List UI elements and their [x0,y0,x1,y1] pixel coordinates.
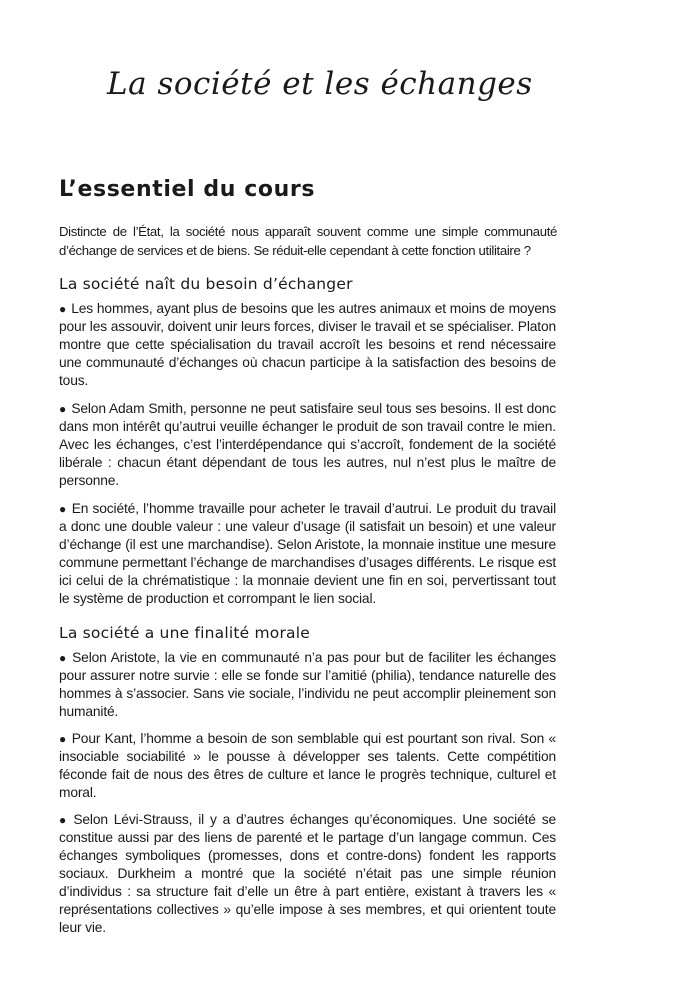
bullet-icon: ● [59,402,67,416]
paragraph-kant [59,730,556,802]
paragraph-text: Selon Adam Smith, personne ne peut satisfaire seul tous ses besoins. Il est donc dans mon intérêt qu’autrui veuille échanger le produit de son travail contre le mien. Avec les échanges, c’est l’interdépendance qui s’accroît, fondement de la société libérale : chacun étant dépendant de tous les autres, nul n’est plus le maître de personne. [59,401,556,489]
paragraph-text: Selon Aristote, la vie en communauté n’a pas pour but de faciliter les échanges pour assurer notre survie : elle se fonde sur l’amitié (philia), tendance naturelle des hommes à s’associer. Sans vie sociale, l’individu ne peut accomplir pleinement son humanité. [59,650,556,720]
paragraph-text: Les hommes, ayant plus de besoins que les autres animaux et moins de moyens pour les assouvir, doivent unir leurs forces, diviser le travail et se spécialiser. Platon montre que cette spécialisation du travail accroît les besoins et rend nécessaire une communauté d’échanges où chacun participe à la satisfaction des besoins de tous. [59,301,556,389]
bullet-icon: ● [59,302,67,316]
intro-paragraph: Distincte de l’État, la société nous apparaît souvent comme une simple communauté d’échange de services et de biens. Se réduit-elle cependant à cette fonction utilitaire ? [59,224,557,258]
chapter-title: La société et les échanges [107,66,533,102]
bullet-icon: ● [59,813,69,827]
paragraph-text: Selon Lévi-Strauss, il y a d’autres échanges qu’économiques. Une société se constitue aussi par des liens de parenté et le partage d’un langage commun. Ces échanges symboliques (promesses, dons et contre-dons) fondent les rapports sociaux. Durkheim a montré que la société n’était pas une simple réunion d’individus : sa structure fait d’elle un être à part entière, existant à travers les « représentations collectives » qu’elle impose à ses membres, et qui orientent toute leur vie. [59,812,556,936]
subheading-finalite: La société a une finalité morale [59,624,310,642]
paragraph-text: En société, l’homme travaille pour acheter le travail d’autrui. Le produit du travail a donc une double valeur : une valeur d’usage (il satisfait un besoin) et une valeur d’échange (il est une marchandise). Selon Aristote, la monnaie institue une mesure commune permettant l’échange de marchandises d’usages différents. Le risque est ici celui de la chrématistique : la monnaie devient une fin en soi, pervertissant tout le système de production et corrompant le lien social. [59,501,556,607]
subheading-echanger: La société naît du besoin d’échanger [59,275,353,293]
paragraph-aristote-monnaie [59,500,556,608]
bullet-icon: ● [59,502,67,516]
paragraph-text: Pour Kant, l’homme a besoin de son semblable qui est pourtant son rival. Son « insociable sociabilité » le pousse à développer ses talents. Cette compétition féconde fait de nous des êtres de culture et lance le progrès technique, culturel et moral. [59,731,556,801]
bullet-icon: ● [59,732,67,746]
bullet-icon: ● [59,651,68,665]
paragraph-smith [59,400,556,490]
paragraph-aristote-philia [59,649,556,721]
paragraph-platon [59,300,556,390]
section-title: L’essentiel du cours [59,177,316,202]
paragraph-levi-strauss [59,811,556,937]
